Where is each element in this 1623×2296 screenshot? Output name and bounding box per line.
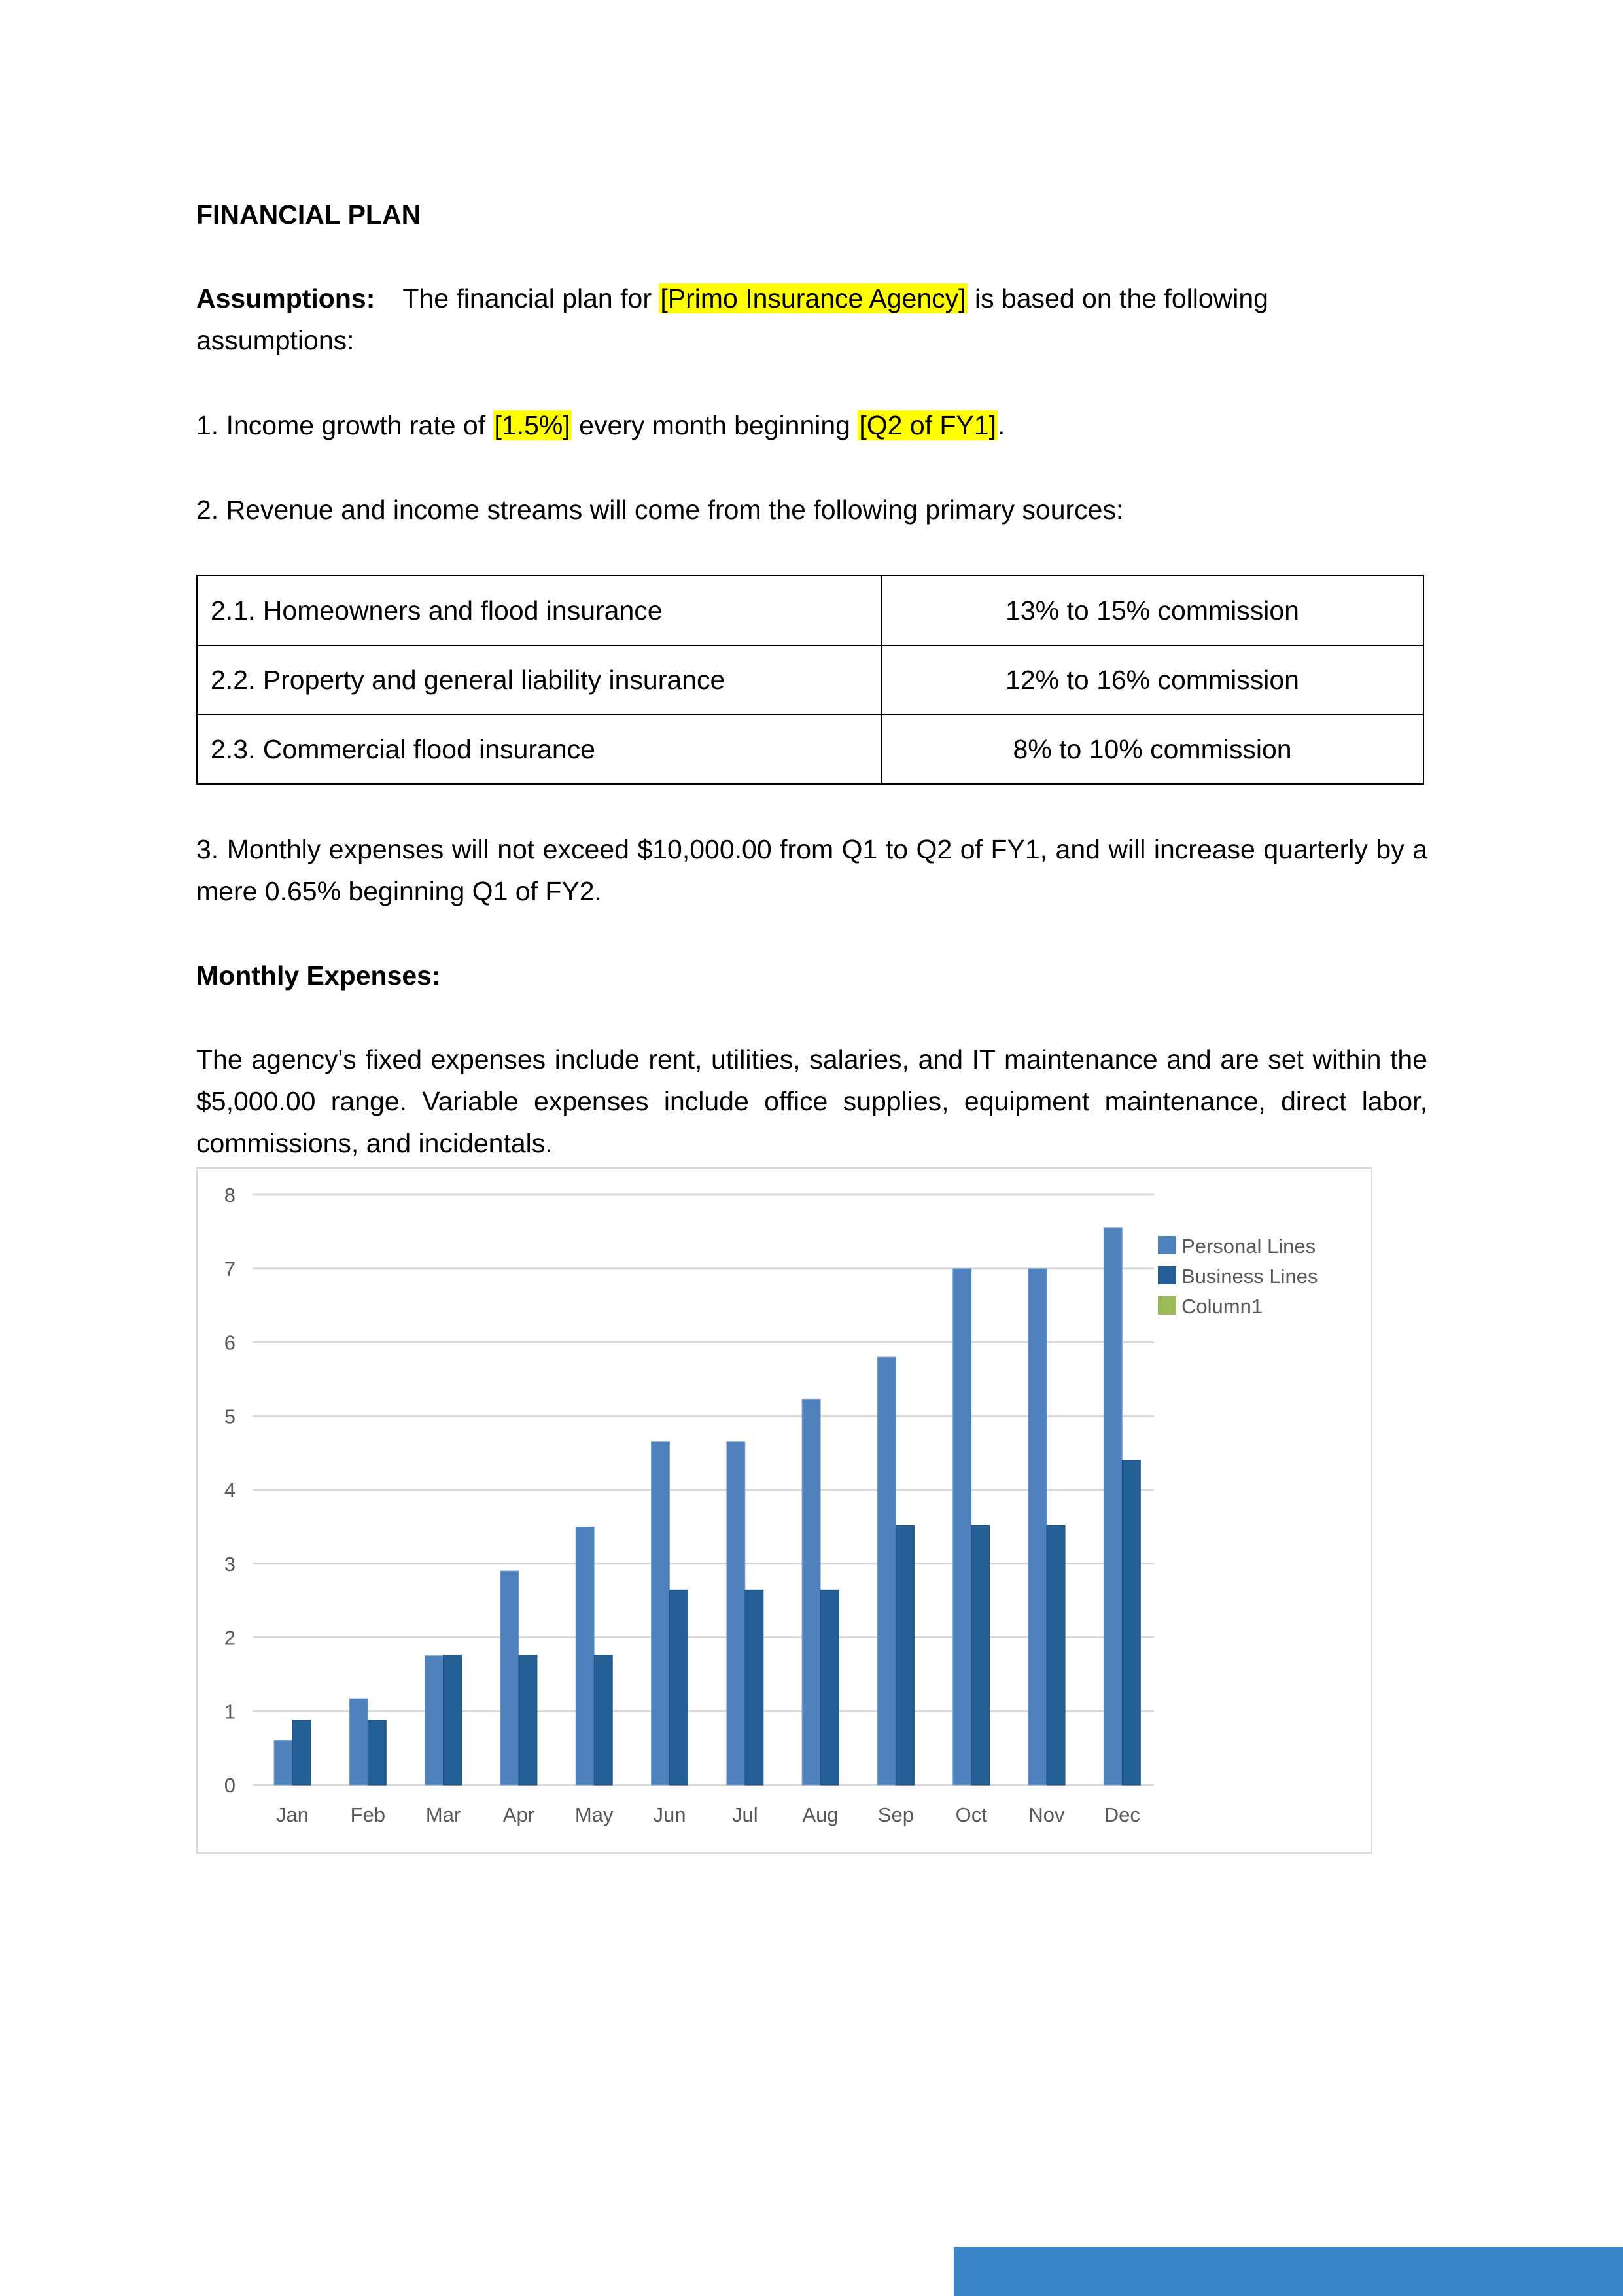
y-tick-label: 4 [224,1479,236,1502]
item1-suffix: . [998,410,1005,440]
bar-personal-lines [349,1699,368,1785]
bar-business-lines [896,1525,914,1785]
expenses-chart [196,1167,1372,1854]
bar-personal-lines [953,1269,971,1785]
legend-label: Business Lines [1181,1265,1318,1288]
bar-business-lines [670,1590,688,1785]
table-row [197,645,1423,715]
legend-label: Column1 [1181,1295,1263,1318]
assumptions-label: Assumptions: [196,283,375,313]
y-tick-label: 2 [224,1626,236,1650]
legend-swatch [1158,1296,1176,1315]
y-tick-label: 6 [224,1331,236,1354]
commission-cell: 13% to 15% commission [881,576,1423,645]
table-row [197,715,1423,784]
x-tick-label: May [574,1803,614,1826]
assumptions-text-after: is based on the following assumptions: [196,283,1268,355]
bar-business-lines [519,1655,537,1785]
bar-personal-lines [576,1527,594,1785]
commission-cell: 8% to 10% commission [881,715,1423,784]
x-tick-label: Apr [502,1803,535,1826]
source-cell: 2.3. Commercial flood insurance [197,715,881,784]
y-tick-label: 8 [224,1184,236,1207]
x-tick-label: Mar [425,1803,461,1826]
table-row [197,576,1423,645]
bar-personal-lines [1028,1269,1047,1785]
bar-business-lines [368,1720,386,1785]
bar-business-lines [745,1590,763,1785]
x-tick-label: Dec [1104,1803,1140,1826]
x-tick-label: Sep [877,1803,914,1826]
chart-canvas [198,1169,1374,1855]
bar-personal-lines [877,1357,896,1785]
legend-swatch [1158,1236,1176,1254]
bar-personal-lines [652,1442,670,1785]
monthly-expenses-heading: Monthly Expenses: [196,961,441,991]
y-tick-label: 1 [224,1700,236,1723]
item1-prefix: 1. Income growth rate of [196,410,493,440]
bar-business-lines [971,1525,990,1785]
bar-personal-lines [1104,1228,1122,1785]
x-tick-label: Aug [802,1803,839,1826]
source-cell: 2.1. Homeowners and flood insurance [197,576,881,645]
company-placeholder: [Primo Insurance Agency] [660,283,966,313]
x-tick-label: Oct [955,1803,987,1826]
legend-label: Personal Lines [1181,1235,1316,1258]
source-cell: 2.2. Property and general liability insurance [197,645,881,715]
bar-personal-lines [425,1656,444,1785]
revenue-streams-table [196,575,1424,785]
assumptions-text-before: The financial plan for [402,283,659,313]
y-tick-label: 7 [224,1257,236,1280]
bar-personal-lines [500,1571,519,1785]
y-tick-label: 5 [224,1405,236,1428]
assumption-item-3: 3. Monthly expenses will not exceed $10,000.00 from Q1 to Q2 of FY1, and will increase quarterly by a mere 0.65% beginning Q1 of FY2. [196,834,1427,906]
x-tick-label: Jul [731,1803,758,1826]
x-tick-label: Nov [1028,1803,1065,1826]
y-tick-label: 3 [224,1552,236,1576]
bar-business-lines [1122,1460,1140,1785]
bar-business-lines [444,1655,462,1785]
assumption-item-1 [196,404,1427,446]
bar-business-lines [820,1590,839,1785]
bar-personal-lines [727,1442,745,1785]
monthly-expenses-paragraph: The agency's fixed expenses include rent, utilities, salaries, and IT maintenance and are set within the $5,000.00 range. Variable expenses include office supplies, equipment maintenance, direct labor, commissions, and incidentals. [196,1044,1427,1158]
page-title: FINANCIAL PLAN [196,200,421,230]
bar-business-lines [292,1720,311,1785]
bar-personal-lines [802,1399,820,1785]
x-tick-label: Jan [276,1803,309,1826]
bar-business-lines [594,1655,612,1785]
period-placeholder: [Q2 of FY1] [859,410,997,440]
item1-middle: every month beginning [571,410,858,440]
commission-cell: 12% to 16% commission [881,645,1423,715]
growth-rate-placeholder: [1.5%] [494,410,570,440]
assumption-item-2: 2. Revenue and income streams will come from the following primary sources: [196,495,1124,525]
x-tick-label: Feb [350,1803,386,1826]
assumptions-paragraph [196,277,1427,361]
x-tick-label: Jun [653,1803,686,1826]
bar-personal-lines [274,1740,292,1785]
legend-swatch [1158,1266,1176,1284]
y-tick-label: 0 [224,1774,236,1797]
footer-accent-bar [954,2247,1623,2296]
bar-business-lines [1047,1525,1065,1785]
